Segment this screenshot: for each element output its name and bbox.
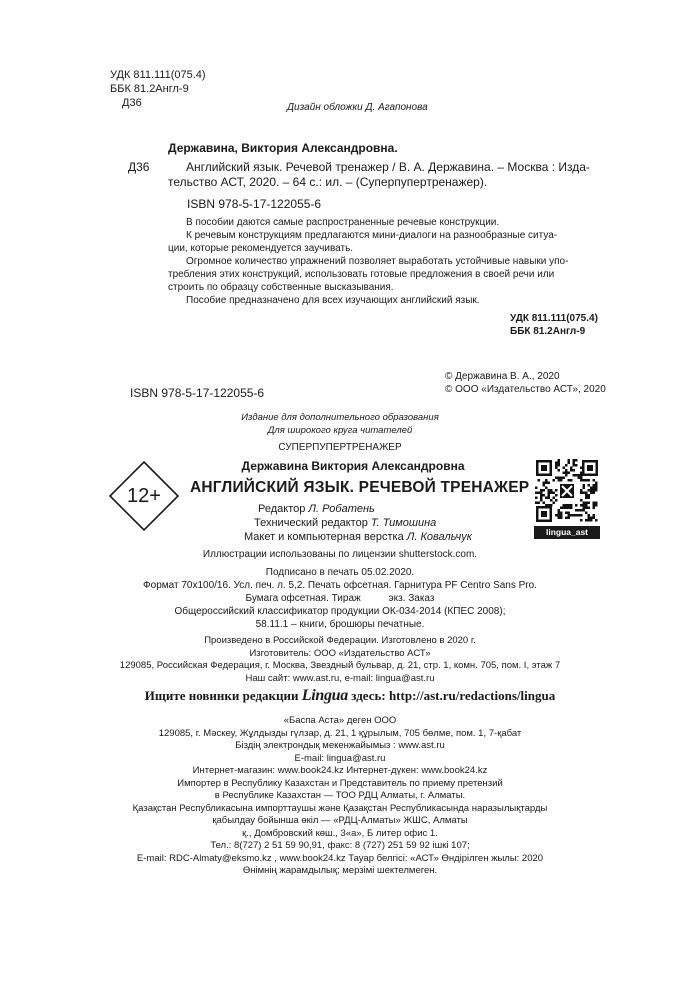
kazakh-line-6: Импортер в Республику Казахстан и Представитель по приему претензий <box>177 777 503 789</box>
print-info <box>90 566 590 605</box>
series-name: СУПЕРПУПЕРТРЕНАЖЕР <box>278 442 402 453</box>
biblio-description-line-1: Английский язык. Речевой тренажер / В. А. Державина. – Москва : Изда- <box>186 160 590 174</box>
annotation-paragraph-4: Пособие предназначено для всех изучающих английский язык. <box>186 295 480 306</box>
biblio-isbn: ISBN 978-5-17-122055-6 <box>187 197 322 211</box>
cover-design-credit <box>287 101 428 114</box>
kazakh-line-3: Біздің электрондық мекенжайымыз : www.ast.ru <box>235 740 445 751</box>
age-rating-text: 12+ <box>127 485 161 507</box>
qr-code-icon <box>534 458 600 524</box>
qr-code <box>534 458 600 524</box>
biblio-description-line-2: тельство АСТ, 2020. – 64 с.: ил. – (Суперпупертренажер). <box>168 175 488 189</box>
copyright <box>445 370 606 396</box>
kazakh-line-12: E-mail: RDC-Almaty@eksmo.kz , www.book24.kz Тауар белгісі: «АСТ» Өндірілген жылы: 2020 <box>136 852 544 864</box>
book-title: АНГЛИЙСКИЙ ЯЗЫК. РЕЧЕВОЙ ТРЕНАЖЕР <box>190 479 530 496</box>
annotation-paragraph-1: В пособии даются самые распространенные речевые конструкции. <box>186 217 500 228</box>
kazakh-line-2: 129085, г. Мәскеу, Жұлдызды гүлзар, д. 21, 1 құрылым, 705 бөлме, пом. 1, 7-қабат <box>158 727 522 739</box>
credit-layout-name: Л. Ковальчук <box>406 531 472 543</box>
kazakh-line-13: Өнімнің жарамдылық; мерзімі шектелмеген. <box>242 865 438 876</box>
annotation-paragraph-3-line-2: требления этих конструкций, использовать готовые предложения в своей речи или <box>168 269 555 280</box>
biblio-author: Державина, Виктория Александровна. <box>168 141 398 155</box>
copyright-author: © Державина В. А., 2020 <box>445 371 560 382</box>
manufacturer-produced: Произведено в Российской Федерации. Изготовлено в 2020 г. <box>204 635 476 646</box>
promo-line <box>130 687 570 705</box>
illustrations-license: Иллюстрации использованы по лицензии shutterstock.com. <box>202 549 478 560</box>
kazakh-line-7: в Республике Казахстан — ТОО РДЦ Алматы, г. Алматы. <box>214 790 466 801</box>
kazakh-line-9: қабылдау бойынша өкіл — «РДЦ-Алматы» ЖШС, Алматы <box>212 815 468 826</box>
kazakh-line-5: Интернет-магазин: www.book24.kz Интернет-дүкен: www.book24.kz <box>192 765 488 776</box>
biblio-description <box>168 160 601 190</box>
manufacturer-contacts: Наш сайт: www.ast.ru, e-mail: lingua@ast.ru <box>245 672 435 684</box>
bbk-top: ББК 81.2Англ-9 <box>110 83 189 95</box>
code-top: Д36 <box>122 97 142 109</box>
biblio-code: Д36 <box>128 160 150 174</box>
okp-classifier <box>90 605 590 631</box>
manufacturer-info <box>60 635 620 685</box>
manufacturer-address: 129085, Российская Федерация, г. Москва, Звездный бульвар, д. 21, стр. 1, комн. 705, пом. I, этаж 7 <box>119 660 561 671</box>
promo-before: Ищите новинки редакции <box>144 688 299 703</box>
classification-right <box>420 312 682 338</box>
author-full: Державина Виктория Александровна <box>241 459 465 473</box>
print-format: Формат 70х100/16. Усл. печ. л. 5,2. Печать офсетная. Гарнитура PF Centro Sans Pro. <box>143 580 537 591</box>
edition-note-1: Издание для дополнительного образования <box>241 412 439 423</box>
kazakh-line-11: Тел.: 8(727) 2 51 59 90,91, факс: 8 (727) 251 59 92 ішкі 107; <box>210 840 470 851</box>
credit-tech-editor-name: Т. Тимошина <box>370 517 437 529</box>
okp-line-1: Общероссийский классификатор продукции ОК-034-2014 (КПЕС 2008); <box>174 606 506 617</box>
bbk-right: ББК 81.2Англ-9 <box>510 326 586 337</box>
kazakh-line-8: Қазақстан Республикасына импорттаушы және Қазақстан Республикасында наразылықтарды <box>132 802 548 814</box>
edition-note-2: Для широкого круга читателей <box>267 424 413 436</box>
annotation-paragraph-2-line-2: ции, которые рекомендуется заучивать. <box>168 243 354 254</box>
kazakh-line-10: қ., Домбровский көш., 3«а», Б литер офис 1. <box>242 827 438 839</box>
promo-after: здесь: http://ast.ru/redactions/lingua <box>351 688 556 703</box>
cover-designer: Д. Агапонова <box>365 102 428 113</box>
udk-top: УДК 811.111(075.4) <box>110 69 206 81</box>
qr-label: lingua_ast <box>534 526 600 539</box>
credit-tech-editor-role: Технический редактор <box>254 517 368 529</box>
cover-design-label: Дизайн обложки <box>287 102 363 113</box>
manufacturer-name: Изготовитель: ООО «Издательство АСТ» <box>249 647 431 659</box>
annotation <box>168 216 600 307</box>
okp-line-2: 58.11.1 – книги, брошюры печатные. <box>255 619 425 630</box>
credit-editor <box>256 502 516 516</box>
credit-editor-role: Редактор <box>258 503 306 515</box>
credits <box>244 502 516 544</box>
age-rating-badge <box>108 460 180 532</box>
annotation-paragraph-3-line-1: Огромное количество упражнений позволяет выработать устойчивые навыки упо- <box>186 256 569 267</box>
print-paper: Бумага офсетная. Тираж экз. Заказ <box>245 593 435 604</box>
isbn-bottom: ISBN 978-5-17-122055-6 <box>130 386 265 400</box>
credit-editor-name: Л. Робатень <box>308 503 375 515</box>
credit-layout <box>244 530 516 544</box>
edition-notes <box>200 412 480 437</box>
kazakh-line-4: E-mail: lingua@ast.ru <box>294 752 386 764</box>
kazakh-line-1: «Баспа Аста» деген ООО <box>283 715 397 726</box>
annotation-paragraph-2-line-1: К речевым конструкциям предлагаются мини-диалоги на разнообразные ситуа- <box>186 230 558 241</box>
credit-layout-role: Макет и компьютерная верстка <box>244 531 404 543</box>
annotation-paragraph-3-line-3: строить по образцу собственные высказывания. <box>168 282 394 293</box>
credit-tech-editor <box>254 516 516 530</box>
copyright-publisher: © ООО «Издательство АСТ», 2020 <box>445 384 606 395</box>
print-signed: Подписано в печать 05.02.2020. <box>265 567 415 578</box>
udk-right: УДК 811.111(075.4) <box>510 313 598 324</box>
lingua-logo: Lingua <box>301 687 348 704</box>
kazakh-info <box>60 715 620 878</box>
top-classification <box>110 68 206 110</box>
